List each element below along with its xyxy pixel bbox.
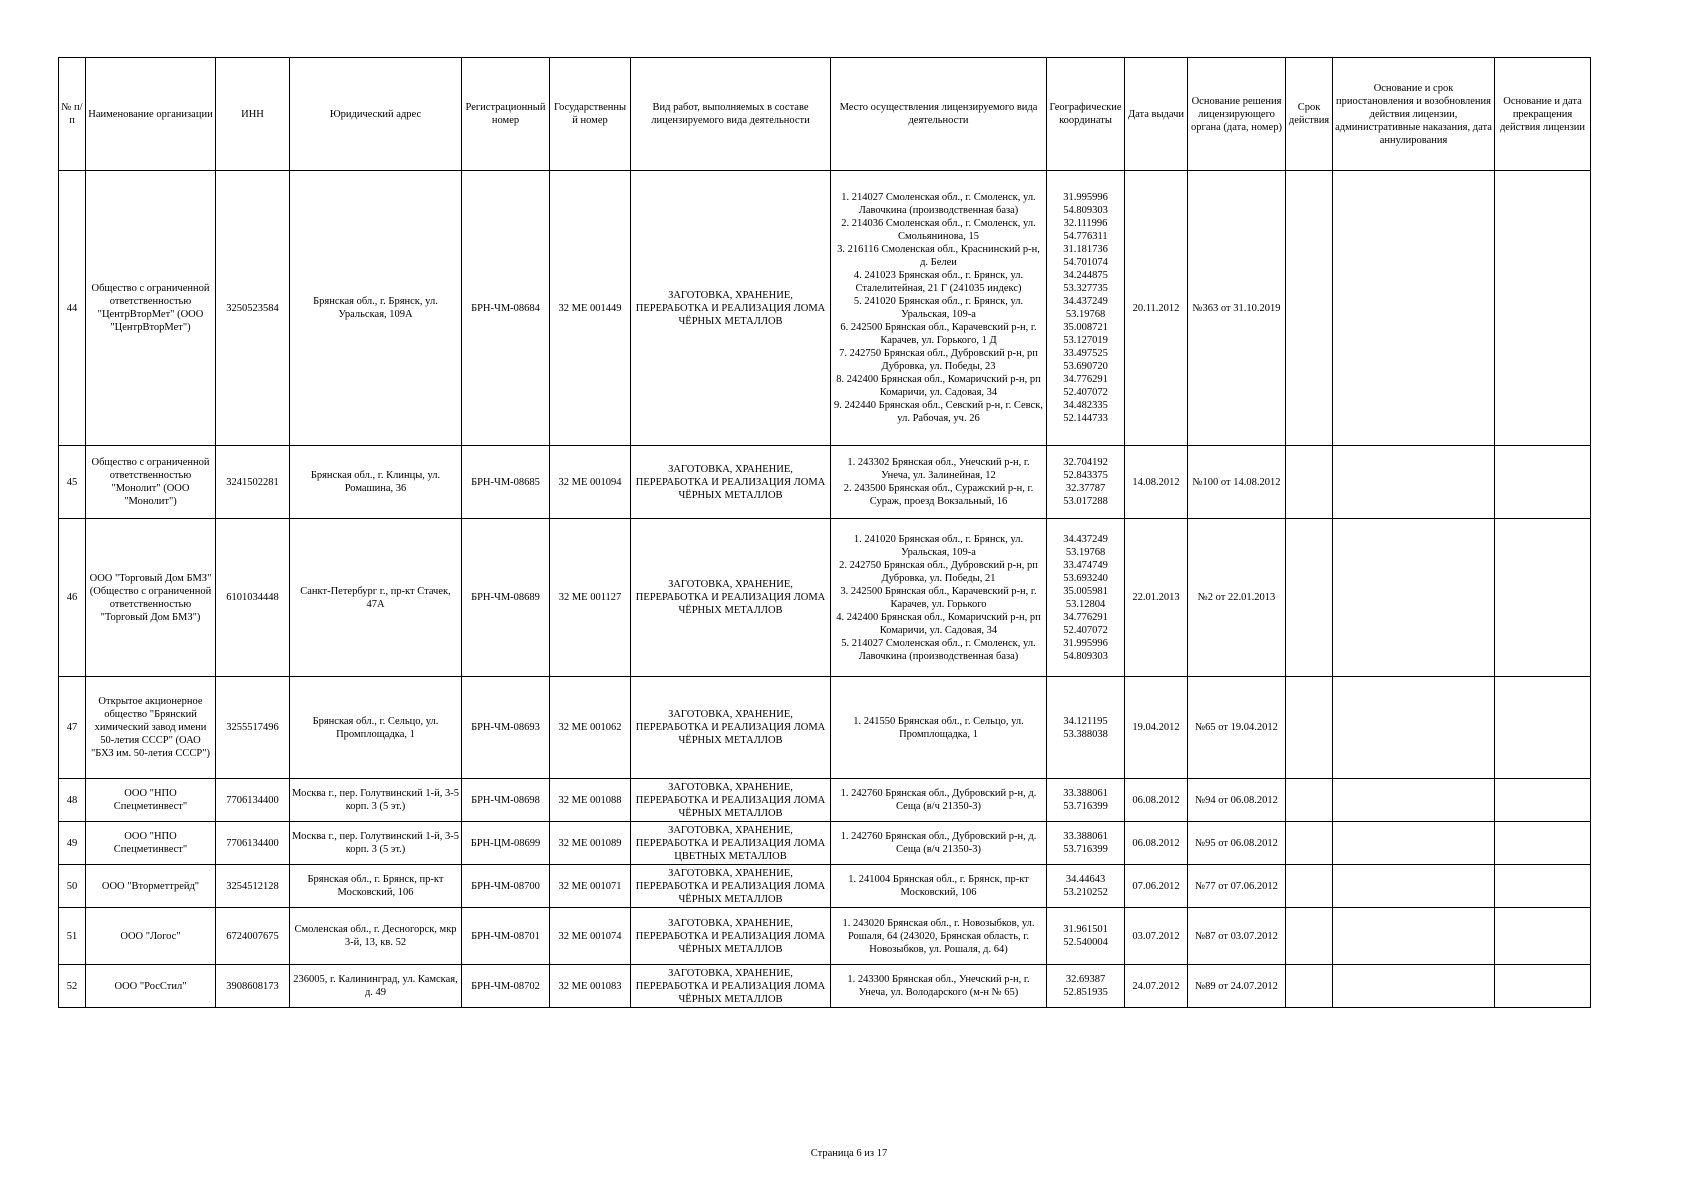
cell-num: 48 [59, 779, 86, 822]
cell-basis: №363 от 31.10.2019 [1188, 171, 1286, 446]
cell-stop [1495, 171, 1591, 446]
cell-num: 50 [59, 865, 86, 908]
table-body [59, 171, 1591, 1008]
cell-coords: 34.437249 53.19768 33.474749 53.693240 35.005981 53.12804 34.776291 52.407072 31.995996 54.809303 [1047, 519, 1125, 677]
cell-stop [1495, 965, 1591, 1008]
cell-work-type: ЗАГОТОВКА, ХРАНЕНИЕ, ПЕРЕРАБОТКА И РЕАЛИЗАЦИЯ ЛОМА ЧЁРНЫХ МЕТАЛЛОВ [631, 171, 831, 446]
cell-address: Брянская обл., г. Брянск, ул. Уральская, 109А [290, 171, 462, 446]
cell-basis: №65 от 19.04.2012 [1188, 677, 1286, 779]
cell-date: 19.04.2012 [1125, 677, 1188, 779]
cell-date: 06.08.2012 [1125, 822, 1188, 865]
cell-num: 47 [59, 677, 86, 779]
cell-term [1286, 446, 1333, 519]
header-suspend: Основание и срок приостановления и возобновления действия лицензии, административные наказания, дата аннулирования [1333, 58, 1495, 171]
cell-address: Санкт-Петербург г., пр-кт Стачек, 47А [290, 519, 462, 677]
cell-coords: 34.121195 53.388038 [1047, 677, 1125, 779]
cell-inn: 7706134400 [216, 779, 290, 822]
cell-gos-number: 32 МЕ 001449 [550, 171, 631, 446]
cell-gos-number: 32 МЕ 001127 [550, 519, 631, 677]
cell-gos-number: 32 МЕ 001083 [550, 965, 631, 1008]
cell-place: 1. 241550 Брянская обл., г. Сельцо, ул. Промплощадка, 1 [831, 677, 1047, 779]
cell-org: ООО "НПО Спецметинвест" [86, 822, 216, 865]
cell-term [1286, 171, 1333, 446]
table-row [59, 865, 1591, 908]
header-inn: ИНН [216, 58, 290, 171]
cell-stop [1495, 519, 1591, 677]
cell-date: 03.07.2012 [1125, 908, 1188, 965]
cell-reg-number: БРН-ЦМ-08699 [462, 822, 550, 865]
cell-org: Общество с ограниченной ответственностью "Монолит" (ООО "Монолит") [86, 446, 216, 519]
cell-gos-number: 32 МЕ 001074 [550, 908, 631, 965]
table-row [59, 519, 1591, 677]
header-term: Срок действия [1286, 58, 1333, 171]
cell-coords: 32.704192 52.843375 32.37787 53.017288 [1047, 446, 1125, 519]
header-basis: Основание решения лицензирующего органа (дата, номер) [1188, 58, 1286, 171]
cell-basis: №77 от 07.06.2012 [1188, 865, 1286, 908]
header-org: Наименование организации [86, 58, 216, 171]
cell-address: Брянская обл., г. Брянск, пр-кт Московский, 106 [290, 865, 462, 908]
cell-term [1286, 965, 1333, 1008]
cell-place: 1. 241020 Брянская обл., г. Брянск, ул. Уральская, 109-а 2. 242750 Брянская обл., Дубровский р-н, рп Дубровка, ул. Победы, 21 3. 242500 Брянская обл., Карачевский р-н, г. Карачев, ул. Горького 4. 242400 Брянская обл., Комаричский р-н, рп Комаричи, ул. Садовая, 34 5. 214027 Смоленская обл., г. Смоленск, ул. Лавочкина (производственная база) [831, 519, 1047, 677]
cell-place: 1. 241004 Брянская обл., г. Брянск, пр-кт Московский, 106 [831, 865, 1047, 908]
table-row [59, 822, 1591, 865]
cell-suspend [1333, 677, 1495, 779]
cell-num: 44 [59, 171, 86, 446]
cell-gos-number: 32 МЕ 001071 [550, 865, 631, 908]
cell-suspend [1333, 519, 1495, 677]
cell-term [1286, 822, 1333, 865]
header-date: Дата выдачи [1125, 58, 1188, 171]
cell-term [1286, 908, 1333, 965]
table-row [59, 677, 1591, 779]
cell-reg-number: БРН-ЧМ-08689 [462, 519, 550, 677]
cell-stop [1495, 865, 1591, 908]
cell-basis: №100 от 14.08.2012 [1188, 446, 1286, 519]
cell-work-type: ЗАГОТОВКА, ХРАНЕНИЕ, ПЕРЕРАБОТКА И РЕАЛИЗАЦИЯ ЛОМА ЧЁРНЫХ МЕТАЛЛОВ [631, 779, 831, 822]
cell-inn: 3908608173 [216, 965, 290, 1008]
table-row [59, 171, 1591, 446]
cell-gos-number: 32 МЕ 001089 [550, 822, 631, 865]
cell-basis: №94 от 06.08.2012 [1188, 779, 1286, 822]
cell-num: 45 [59, 446, 86, 519]
cell-inn: 6724007675 [216, 908, 290, 965]
cell-coords: 31.961501 52.540004 [1047, 908, 1125, 965]
cell-work-type: ЗАГОТОВКА, ХРАНЕНИЕ, ПЕРЕРАБОТКА И РЕАЛИЗАЦИЯ ЛОМА ЦВЕТНЫХ МЕТАЛЛОВ [631, 822, 831, 865]
cell-org: ООО "РосСтил" [86, 965, 216, 1008]
header-place: Место осуществления лицензируемого вида деятельности [831, 58, 1047, 171]
cell-num: 49 [59, 822, 86, 865]
cell-term [1286, 519, 1333, 677]
cell-stop [1495, 908, 1591, 965]
cell-term [1286, 865, 1333, 908]
cell-gos-number: 32 МЕ 001094 [550, 446, 631, 519]
cell-coords: 31.995996 54.809303 32.111996 54.776311 31.181736 54.701074 34.244875 53.327735 34.437249 53.19768 35.008721 53.127019 33.497525 53.690720 34.776291 52.407072 34.482335 52.144733 [1047, 171, 1125, 446]
header-row [59, 58, 1591, 171]
cell-org: Общество с ограниченной ответственностью "ЦентрВторМет" (ООО "ЦентрВторМет") [86, 171, 216, 446]
header-num: № п/п [59, 58, 86, 171]
cell-org: ООО "Вторметтрейд" [86, 865, 216, 908]
cell-work-type: ЗАГОТОВКА, ХРАНЕНИЕ, ПЕРЕРАБОТКА И РЕАЛИЗАЦИЯ ЛОМА ЧЁРНЫХ МЕТАЛЛОВ [631, 908, 831, 965]
cell-address: Москва г., пер. Голутвинский 1-й, 3-5 корп. 3 (5 эт.) [290, 779, 462, 822]
cell-place: 1. 214027 Смоленская обл., г. Смоленск, ул. Лавочкина (производственная база) 2. 214036 Смоленская обл., г. Смоленск, ул. Смольянинова, 15 3. 216116 Смоленская обл., Краснинский р-н, д. Белеи 4. 241023 Брянская обл., г. Брянск, ул. Сталелитейная, 21 Г (241035 индекс) 5. 241020 Брянская обл., г. Брянск, ул. Уральская, 109-а 6. 242500 Брянская обл., Карачевский р-н, г. Карачев, ул. Горького, 1 Д 7. 242750 Брянская обл., Дубровский р-н, рп Дубровка, ул. Победы, 23 8. 242400 Брянская обл., Комаричский р-н, рп Комаричи, ул. Садовая, 34 9. 242440 Брянская обл., Севский р-н, г. Севск, ул. Рабочая, уч. 26 [831, 171, 1047, 446]
header-stop: Основание и дата прекращения действия лицензии [1495, 58, 1591, 171]
cell-place: 1. 242760 Брянская обл., Дубровский р-н, д. Сеща (в/ч 21350-3) [831, 822, 1047, 865]
cell-inn: 6101034448 [216, 519, 290, 677]
cell-reg-number: БРН-ЧМ-08701 [462, 908, 550, 965]
cell-work-type: ЗАГОТОВКА, ХРАНЕНИЕ, ПЕРЕРАБОТКА И РЕАЛИЗАЦИЯ ЛОМА ЧЁРНЫХ МЕТАЛЛОВ [631, 519, 831, 677]
cell-date: 22.01.2013 [1125, 519, 1188, 677]
cell-inn: 7706134400 [216, 822, 290, 865]
cell-suspend [1333, 865, 1495, 908]
cell-stop [1495, 677, 1591, 779]
header-address: Юридический адрес [290, 58, 462, 171]
cell-org: ООО "НПО Спецметинвест" [86, 779, 216, 822]
header-reg-number: Регистрационный номер [462, 58, 550, 171]
table-row [59, 446, 1591, 519]
cell-term [1286, 677, 1333, 779]
cell-reg-number: БРН-ЧМ-08684 [462, 171, 550, 446]
cell-coords: 32.69387 52.851935 [1047, 965, 1125, 1008]
license-registry-table [58, 57, 1591, 1008]
cell-num: 46 [59, 519, 86, 677]
cell-coords: 33.388061 53.716399 [1047, 779, 1125, 822]
cell-stop [1495, 446, 1591, 519]
cell-term [1286, 779, 1333, 822]
cell-gos-number: 32 МЕ 001062 [550, 677, 631, 779]
cell-suspend [1333, 822, 1495, 865]
cell-address: Москва г., пер. Голутвинский 1-й, 3-5 корп. 3 (5 эт.) [290, 822, 462, 865]
cell-inn: 3250523584 [216, 171, 290, 446]
cell-place: 1. 243300 Брянская обл., Унечский р-н, г. Унеча, ул. Володарского (м-н № 65) [831, 965, 1047, 1008]
cell-basis: №87 от 03.07.2012 [1188, 908, 1286, 965]
cell-place: 1. 242760 Брянская обл., Дубровский р-н, д. Сеща (в/ч 21350-3) [831, 779, 1047, 822]
cell-place: 1. 243020 Брянская обл., г. Новозыбков, ул. Рошаля, 64 (243020, Брянская область, г. Новозыбков, ул. Рошаля, д. 64) [831, 908, 1047, 965]
cell-org: ООО "Торговый Дом БМЗ" (Общество с ограниченной ответственностью "Торговый Дом БМЗ") [86, 519, 216, 677]
cell-address: Брянская обл., г. Клинцы, ул. Ромашина, 36 [290, 446, 462, 519]
cell-stop [1495, 822, 1591, 865]
cell-work-type: ЗАГОТОВКА, ХРАНЕНИЕ, ПЕРЕРАБОТКА И РЕАЛИЗАЦИЯ ЛОМА ЧЁРНЫХ МЕТАЛЛОВ [631, 965, 831, 1008]
cell-address: 236005, г. Калининград, ул. Камская, д. 49 [290, 965, 462, 1008]
cell-inn: 3255517496 [216, 677, 290, 779]
page-footer: Страница 6 из 17 [810, 1148, 888, 1159]
table-row [59, 779, 1591, 822]
cell-basis: №2 от 22.01.2013 [1188, 519, 1286, 677]
cell-basis: №89 от 24.07.2012 [1188, 965, 1286, 1008]
cell-address: Смоленская обл., г. Десногорск, мкр 3-й, 13, кв. 52 [290, 908, 462, 965]
cell-coords: 34.44643 53.210252 [1047, 865, 1125, 908]
header-coords: Географические координаты [1047, 58, 1125, 171]
cell-reg-number: БРН-ЧМ-08693 [462, 677, 550, 779]
cell-reg-number: БРН-ЧМ-08685 [462, 446, 550, 519]
cell-suspend [1333, 171, 1495, 446]
cell-reg-number: БРН-ЧМ-08700 [462, 865, 550, 908]
table-row [59, 965, 1591, 1008]
cell-coords: 33.388061 53.716399 [1047, 822, 1125, 865]
table-row [59, 908, 1591, 965]
cell-gos-number: 32 МЕ 001088 [550, 779, 631, 822]
cell-suspend [1333, 446, 1495, 519]
cell-date: 07.06.2012 [1125, 865, 1188, 908]
cell-reg-number: БРН-ЧМ-08698 [462, 779, 550, 822]
cell-work-type: ЗАГОТОВКА, ХРАНЕНИЕ, ПЕРЕРАБОТКА И РЕАЛИЗАЦИЯ ЛОМА ЧЁРНЫХ МЕТАЛЛОВ [631, 446, 831, 519]
cell-inn: 3241502281 [216, 446, 290, 519]
cell-date: 14.08.2012 [1125, 446, 1188, 519]
cell-date: 20.11.2012 [1125, 171, 1188, 446]
cell-stop [1495, 779, 1591, 822]
cell-place: 1. 243302 Брянская обл., Унечский р-н, г. Унеча, ул. Залинейная, 12 2. 243500 Брянская обл., Суражский р-н, г. Сураж, проезд Вокзальный, 16 [831, 446, 1047, 519]
cell-suspend [1333, 779, 1495, 822]
cell-org: Открытое акционерное общество "Брянский химический завод имени 50-летия СССР" (ОАО "БХЗ им. 50-летия СССР") [86, 677, 216, 779]
cell-basis: №95 от 06.08.2012 [1188, 822, 1286, 865]
cell-num: 51 [59, 908, 86, 965]
cell-suspend [1333, 965, 1495, 1008]
cell-suspend [1333, 908, 1495, 965]
header-gos-number: Государственный номер [550, 58, 631, 171]
cell-reg-number: БРН-ЧМ-08702 [462, 965, 550, 1008]
cell-num: 52 [59, 965, 86, 1008]
cell-date: 24.07.2012 [1125, 965, 1188, 1008]
header-work-type: Вид работ, выполняемых в составе лицензируемого вида деятельности [631, 58, 831, 171]
cell-address: Брянская обл., г. Сельцо, ул. Промплощадка, 1 [290, 677, 462, 779]
cell-org: ООО "Логос" [86, 908, 216, 965]
cell-work-type: ЗАГОТОВКА, ХРАНЕНИЕ, ПЕРЕРАБОТКА И РЕАЛИЗАЦИЯ ЛОМА ЧЁРНЫХ МЕТАЛЛОВ [631, 865, 831, 908]
cell-date: 06.08.2012 [1125, 779, 1188, 822]
cell-inn: 3254512128 [216, 865, 290, 908]
cell-work-type: ЗАГОТОВКА, ХРАНЕНИЕ, ПЕРЕРАБОТКА И РЕАЛИЗАЦИЯ ЛОМА ЧЁРНЫХ МЕТАЛЛОВ [631, 677, 831, 779]
